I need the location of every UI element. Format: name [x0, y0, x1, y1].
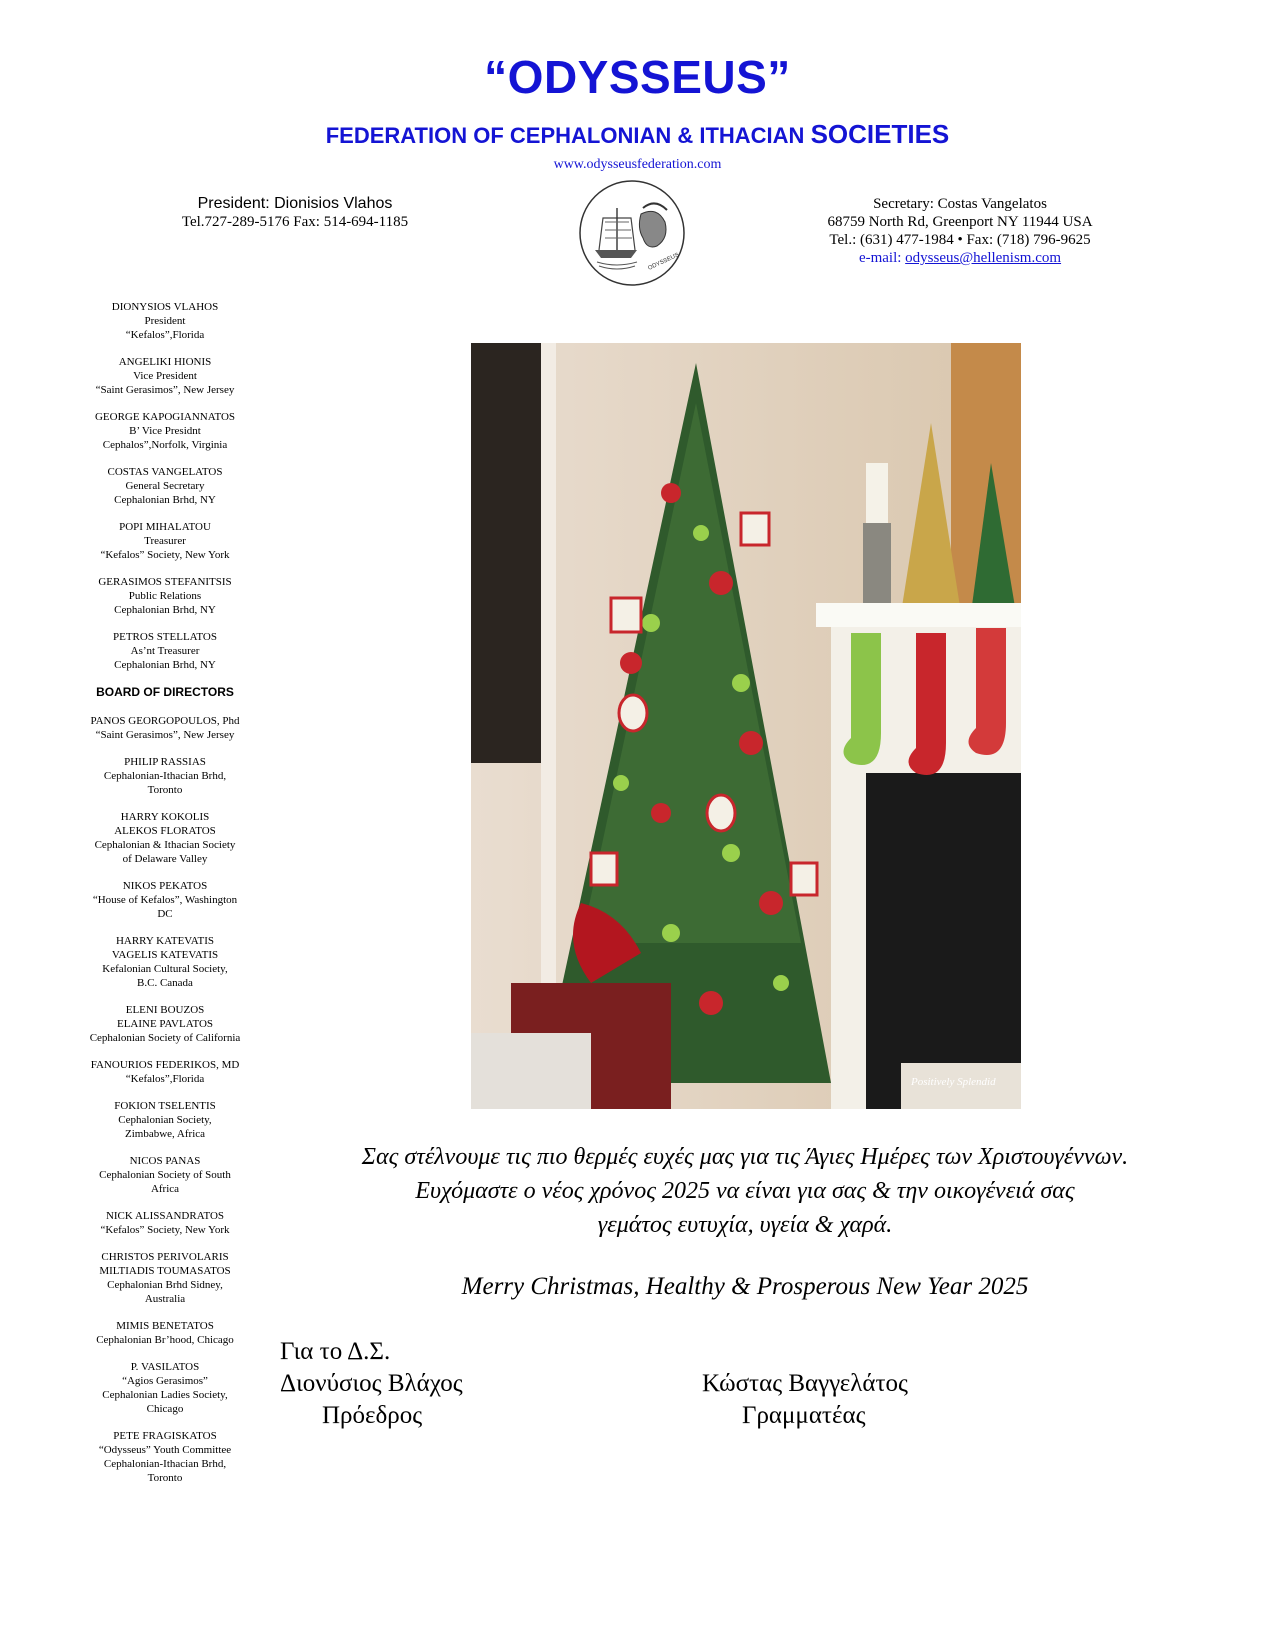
member-detail: Cephalonian Society of South: [99, 1169, 231, 1181]
member-entry: [70, 1429, 260, 1485]
subtitle-end: SOCIETIES: [810, 119, 950, 149]
member-name: NICK ALISSANDRATOS: [105, 1210, 225, 1222]
member-entry: [70, 1099, 260, 1141]
member-name: NIKOS PEKATOS: [122, 880, 208, 892]
member-entry: [70, 1058, 260, 1086]
member-entry: [70, 810, 260, 866]
secretary-greek-title: Γραμματέας: [742, 1402, 866, 1429]
organization-subtitle: [0, 119, 1275, 150]
member-detail: B’ Vice Presidnt: [129, 425, 201, 437]
member-name: PHILIP RASSIAS: [124, 756, 206, 768]
member-entry: [70, 575, 260, 617]
member-entry: [70, 410, 260, 452]
member-entry: [70, 714, 260, 742]
member-entry: [70, 934, 260, 990]
member-detail: DC: [157, 908, 173, 920]
logo-text: ODYSSEUS: [647, 252, 681, 272]
officers-list: [70, 300, 260, 672]
member-name: CHRISTOS PERIVOLARIS: [101, 1251, 229, 1263]
member-entry: [70, 1209, 260, 1237]
for-board-label: Για το Δ.Σ.: [280, 1338, 391, 1365]
member-detail: Cephalonian Br’hood, Chicago: [96, 1334, 234, 1346]
greek-line-1: Σας στέλνουμε τις πιο θερμές ευχές μας για τις Άγιες Ημέρες των Χριστουγέννων.: [361, 1144, 1129, 1170]
member-detail: of Delaware Valley: [122, 853, 208, 865]
member-detail: Toronto: [147, 784, 183, 796]
member-detail: General Secretary: [125, 480, 205, 492]
secretary-phone: Tel.: (631) 477-1984 • Fax: (718) 796-9625: [829, 232, 1091, 248]
member-detail: MILTIADIS TOUMASATOS: [99, 1265, 231, 1277]
secretary-name: Secretary: Costas Vangelatos: [873, 196, 1047, 212]
member-entry: [70, 1250, 260, 1306]
member-detail: “House of Kefalos”, Washington: [92, 894, 238, 906]
member-name: DIONYSIOS VLAHOS: [111, 301, 219, 313]
member-detail: Cephalonian Society of California: [89, 1032, 241, 1044]
member-detail: Zimbabwe, Africa: [124, 1128, 206, 1140]
member-entry: [70, 520, 260, 562]
photo-watermark: Positively Splendid: [911, 1076, 996, 1088]
member-entry: [70, 300, 260, 342]
president-phone: Tel.727-289-5176 Fax: 514-694-1185: [181, 214, 409, 230]
christmas-tree-photo: [471, 343, 1021, 1109]
member-entry: [70, 630, 260, 672]
member-entry: [70, 1003, 260, 1045]
greek-line-3: γεμάτος ευτυχία, υγεία & χαρά.: [597, 1212, 893, 1238]
member-detail: Cephalonian Ladies Society,: [102, 1389, 228, 1401]
member-detail: Cephalonian Brhd, NY: [114, 494, 216, 506]
member-name: ELENI BOUZOS: [125, 1004, 205, 1016]
member-detail: “Saint Gerasimos”, New Jersey: [95, 729, 235, 741]
member-detail: Cephalonian Brhd, NY: [114, 604, 216, 616]
email-link[interactable]: odysseus@hellenism.com: [905, 250, 1062, 266]
member-name: GERASIMOS STEFANITSIS: [98, 576, 232, 588]
member-name: FANOURIOS FEDERIKOS, MD: [90, 1059, 240, 1071]
member-detail: Vice President: [133, 370, 197, 382]
member-name: HARRY KOKOLIS: [120, 811, 210, 823]
member-detail: Africa: [150, 1183, 180, 1195]
member-detail: Kefalonian Cultural Society,: [102, 963, 228, 975]
member-name: PETROS STELLATOS: [112, 631, 217, 643]
member-detail: “Saint Gerasimos”, New Jersey: [95, 384, 235, 396]
member-name: PANOS GEORGOPOULOS, Phd: [90, 715, 240, 727]
member-detail: Australia: [144, 1293, 186, 1305]
organization-title: “ODYSSEUS”: [484, 51, 791, 103]
email-label: e-mail:: [858, 250, 902, 266]
member-name: HARRY KATEVATIS: [115, 935, 215, 947]
federation-logo-icon: [577, 178, 687, 288]
member-name: MIMIS BENETATOS: [116, 1320, 214, 1332]
member-detail: Toronto: [147, 1472, 183, 1484]
president-greek-title: Πρόεδρος: [322, 1402, 423, 1429]
member-detail: ELAINE PAVLATOS: [116, 1018, 214, 1030]
member-name: ANGELIKI HIONIS: [118, 356, 212, 368]
member-detail: “Kefalos”,Florida: [125, 1073, 205, 1085]
member-detail: “Kefalos” Society, New York: [100, 1224, 230, 1236]
member-name: PETE FRAGISKATOS: [113, 1430, 217, 1442]
secretary-greek-name: Κώστας Βαγγελάτος: [702, 1370, 908, 1397]
officers-sidebar: [70, 300, 260, 1498]
greek-line-2: Ευχόμαστε ο νέος χρόνος 2025 να είναι για σας & την οικογένειά σας: [415, 1178, 1075, 1204]
member-name: POPI MIHALATOU: [119, 521, 211, 533]
subtitle-main: FEDERATION OF CEPHALONIAN & ITHACIAN: [325, 123, 805, 148]
member-entry: [70, 465, 260, 507]
member-detail: VAGELIS KATEVATIS: [111, 949, 219, 961]
member-entry: [70, 879, 260, 921]
member-name: FOKION TSELENTIS: [114, 1100, 216, 1112]
member-name: GEORGE KAPOGIANNATOS: [94, 411, 236, 423]
member-entry: [70, 1360, 260, 1416]
member-detail: Cephalos”,Norfolk, Virginia: [102, 439, 228, 451]
website-link[interactable]: www.odysseusfederation.com: [553, 157, 722, 172]
member-name: NICOS PANAS: [129, 1155, 201, 1167]
president-contact: [140, 195, 450, 231]
member-detail: Public Relations: [128, 590, 202, 602]
board-heading: BOARD OF DIRECTORS: [96, 685, 234, 699]
secretary-address: 68759 North Rd, Greenport NY 11944 USA: [827, 214, 1093, 230]
member-detail: “Kefalos” Society, New York: [100, 549, 230, 561]
member-detail: “Agios Gerasimos”: [122, 1375, 208, 1387]
member-name: P. VASILATOS: [130, 1361, 200, 1373]
member-detail: Cephalonian Brhd Sidney,: [107, 1279, 223, 1291]
directors-list: [70, 714, 260, 1485]
greek-greeting: [270, 1140, 1220, 1242]
member-detail: Treasurer: [144, 535, 186, 547]
member-detail: Cephalonian-Ithacian Brhd,: [103, 1458, 227, 1470]
member-entry: [70, 355, 260, 397]
member-detail: “Odysseus” Youth Committee: [98, 1444, 232, 1456]
member-detail: As’nt Treasurer: [130, 645, 200, 657]
president-name: President: Dionisios Vlahos: [197, 195, 393, 212]
secretary-email-line: [780, 249, 1140, 267]
secretary-contact: [780, 195, 1140, 267]
president-greek-name: Διονύσιος Βλάχος: [280, 1370, 463, 1397]
member-detail: Cephalonian-Ithacian Brhd,: [103, 770, 227, 782]
member-detail: Cephalonian Brhd, NY: [114, 659, 216, 671]
member-detail: ALEKOS FLORATOS: [114, 825, 216, 837]
member-entry: [70, 755, 260, 797]
member-detail: B.C. Canada: [137, 977, 193, 989]
member-detail: Chicago: [146, 1403, 184, 1415]
member-entry: [70, 1319, 260, 1347]
member-detail: “Kefalos”,Florida: [125, 329, 205, 341]
member-detail: Cephalonian Society,: [118, 1114, 212, 1126]
member-entry: [70, 1154, 260, 1196]
member-detail: Cephalonian & Ithacian Society: [94, 839, 236, 851]
member-detail: President: [144, 315, 186, 327]
english-greeting: Merry Christmas, Healthy & Prosperous New Year 2025: [461, 1273, 1029, 1300]
member-name: COSTAS VANGELATOS: [107, 466, 223, 478]
